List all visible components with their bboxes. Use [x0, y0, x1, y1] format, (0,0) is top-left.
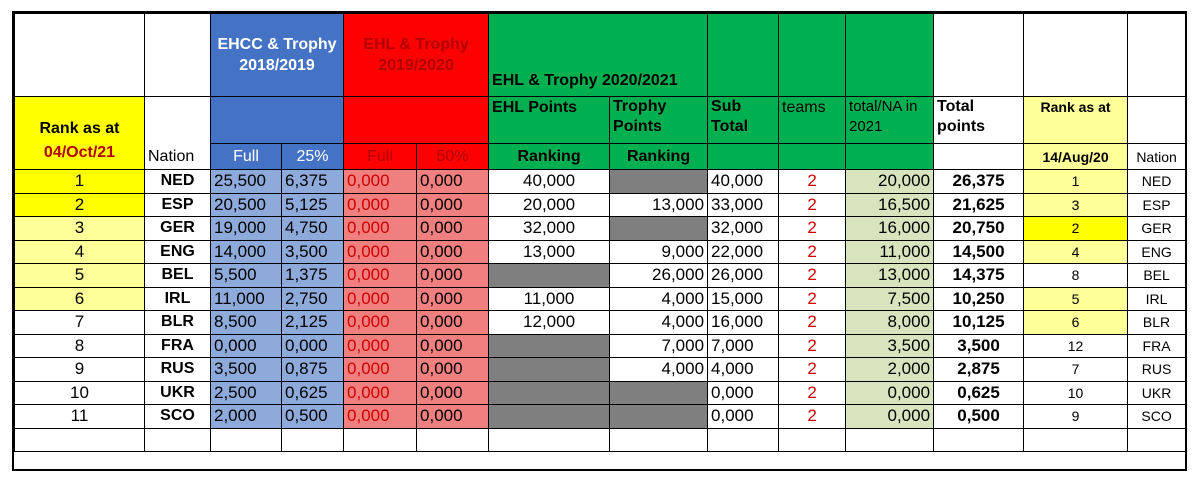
blank-header-cell [1128, 14, 1186, 97]
nation-cell: IRL [145, 287, 211, 311]
total-points-header: Total points [934, 97, 1024, 144]
trophy-points-cell: 4,000 [610, 358, 708, 382]
rank-cell: 1 [15, 170, 145, 194]
sub-total-header: Sub Total [708, 97, 779, 144]
sub-total-cell: 26,000 [708, 264, 779, 288]
trophy-points-cell: 4,000 [610, 311, 708, 335]
ehcc-25pct-cell: 0,500 [282, 405, 344, 429]
green-header-cell [779, 14, 846, 97]
empty-cell [417, 428, 489, 451]
table-row [15, 217, 1186, 241]
total-na-header: total/NA in 2021 [846, 97, 934, 144]
blank-header-cell [1128, 97, 1186, 144]
table-row [15, 311, 1186, 335]
rank-cell: 2 [15, 193, 145, 217]
total-na-cell: 13,000 [846, 264, 934, 288]
trophy-points-cell: 9,000 [610, 240, 708, 264]
trophy-points-cell: 13,000 [610, 193, 708, 217]
ehcc-full-cell: 19,000 [211, 217, 282, 241]
prev-rank-cell: 12 [1024, 334, 1128, 358]
teams-header: teams [779, 97, 846, 144]
ehl-50pct-cell: 0,000 [417, 311, 489, 335]
blank-header-cell [15, 14, 145, 97]
nation-cell: ENG [145, 240, 211, 264]
nation-cell: BLR [145, 311, 211, 335]
ehcc-25pct-cell: 0,625 [282, 381, 344, 405]
total-na-cell: 11,000 [846, 240, 934, 264]
empty-cell [708, 428, 779, 451]
sub-total-cell: 7,000 [708, 334, 779, 358]
ehcc-full-cell: 11,000 [211, 287, 282, 311]
ehcc-full-cell: 5,500 [211, 264, 282, 288]
nation2-cell: IRL [1128, 287, 1186, 311]
green-header-cell [846, 14, 934, 97]
ehcc-full-cell: 25,500 [211, 170, 282, 194]
table-row [15, 240, 1186, 264]
empty-cell [1024, 428, 1128, 451]
teams-cell: 2 [779, 358, 846, 382]
green-header-cell [846, 144, 934, 170]
prev-rank-cell: 6 [1024, 311, 1128, 335]
rank-cell: 7 [15, 311, 145, 335]
empty-cell [15, 428, 145, 451]
ehl-full-cell: 0,000 [344, 264, 417, 288]
ehl-points-cell: 12,000 [489, 311, 610, 335]
header-row-1 [15, 14, 1186, 97]
ehl-points-cell [489, 334, 610, 358]
prev-rank-cell: 4 [1024, 240, 1128, 264]
rank-cell: 4 [15, 240, 145, 264]
ehcc-full-cell: 3,500 [211, 358, 282, 382]
empty-cell [846, 428, 934, 451]
ehcc-2018-2019-header: EHCC & Trophy 2018/2019 [211, 14, 344, 97]
total-points-cell: 14,375 [934, 264, 1024, 288]
rank-as-at-header [15, 97, 145, 170]
total-points-cell: 0,500 [934, 405, 1024, 429]
ehl-points-cell [489, 358, 610, 382]
ehcc-full-cell: 8,500 [211, 311, 282, 335]
ehcc-full-cell: 0,000 [211, 334, 282, 358]
total-na-cell: 2,000 [846, 358, 934, 382]
ehl-points-cell: 11,000 [489, 287, 610, 311]
table-row [15, 193, 1186, 217]
ehcc-full-cell: 20,500 [211, 193, 282, 217]
rank-cell: 5 [15, 264, 145, 288]
ehl-full-cell: 0,000 [344, 193, 417, 217]
prev-rank-cell: 2 [1024, 217, 1128, 241]
teams-cell: 2 [779, 405, 846, 429]
trophy-points-cell [610, 381, 708, 405]
ehl-50pct-cell: 0,000 [417, 287, 489, 311]
sub-total-cell: 32,000 [708, 217, 779, 241]
nation-cell: BEL [145, 264, 211, 288]
empty-cell [282, 428, 344, 451]
prev-rank-cell: 8 [1024, 264, 1128, 288]
prev-rank-cell: 1 [1024, 170, 1128, 194]
rank-cell: 10 [15, 381, 145, 405]
total-points-cell: 14,500 [934, 240, 1024, 264]
table-row [15, 405, 1186, 429]
nation2-header: Nation [1128, 144, 1186, 170]
total-points-cell: 21,625 [934, 193, 1024, 217]
rank-cell: 6 [15, 287, 145, 311]
rank-cell: 9 [15, 358, 145, 382]
nation-cell: GER [145, 217, 211, 241]
total-points-cell: 0,625 [934, 381, 1024, 405]
ehl-full-cell: 0,000 [344, 358, 417, 382]
teams-cell: 2 [779, 264, 846, 288]
table-row [15, 170, 1186, 194]
trophy-points-header: Trophy Points [610, 97, 708, 144]
ranking-table-frame [12, 11, 1187, 471]
teams-cell: 2 [779, 217, 846, 241]
teams-cell: 2 [779, 193, 846, 217]
sub-total-cell: 16,000 [708, 311, 779, 335]
trophy-points-cell [610, 405, 708, 429]
total-points-cell: 26,375 [934, 170, 1024, 194]
ehl-full-header: Full [344, 144, 417, 170]
teams-cell: 2 [779, 381, 846, 405]
ehl-points-cell [489, 264, 610, 288]
sub-total-cell: 40,000 [708, 170, 779, 194]
nation2-cell: SCO [1128, 405, 1186, 429]
ehl-points-ranking-header: Ranking [489, 144, 610, 170]
table-row [15, 381, 1186, 405]
trophy-points-cell: 7,000 [610, 334, 708, 358]
blank-header-cell [145, 14, 211, 97]
total-points-cell: 10,125 [934, 311, 1024, 335]
ehl-full-cell: 0,000 [344, 287, 417, 311]
ehl-50pct-cell: 0,000 [417, 240, 489, 264]
green-header-cell [708, 144, 779, 170]
sub-total-cell: 33,000 [708, 193, 779, 217]
sub-total-cell: 15,000 [708, 287, 779, 311]
total-na-cell: 16,500 [846, 193, 934, 217]
nation2-cell: ESP [1128, 193, 1186, 217]
empty-cell [489, 428, 610, 451]
ehcc-25pct-cell: 2,750 [282, 287, 344, 311]
table-row [15, 264, 1186, 288]
teams-cell: 2 [779, 311, 846, 335]
nation2-cell: ENG [1128, 240, 1186, 264]
ehl-50pct-cell: 0,000 [417, 334, 489, 358]
ehcc-full-cell: 2,500 [211, 381, 282, 405]
red-header-cell [344, 97, 489, 144]
rank-as-at-label: Rank as at [39, 120, 120, 137]
prev-rank-cell: 9 [1024, 405, 1128, 429]
prev-rank-date: 14/Aug/20 [1024, 144, 1128, 170]
empty-cell [610, 428, 708, 451]
empty-cell [344, 428, 417, 451]
blank-header-cell [934, 14, 1024, 97]
ehl-points-cell [489, 405, 610, 429]
table-row [15, 287, 1186, 311]
ranking-table [14, 13, 1186, 452]
ehcc-25pct-cell: 5,125 [282, 193, 344, 217]
trophy-points-cell [610, 217, 708, 241]
nation-cell: UKR [145, 381, 211, 405]
nation-cell: NED [145, 170, 211, 194]
total-points-cell: 20,750 [934, 217, 1024, 241]
sub-total-cell: 0,000 [708, 381, 779, 405]
ehcc-25pct-cell: 1,375 [282, 264, 344, 288]
ehcc-full-cell: 14,000 [211, 240, 282, 264]
ehl-full-cell: 0,000 [344, 217, 417, 241]
empty-row [15, 428, 1186, 451]
ehl-full-cell: 0,000 [344, 381, 417, 405]
nation2-cell: GER [1128, 217, 1186, 241]
green-header-cell [779, 144, 846, 170]
rank-as-at-date: 04/Oct/21 [43, 144, 116, 161]
ehl-full-cell: 0,000 [344, 240, 417, 264]
trophy-points-cell [610, 170, 708, 194]
ehl-50pct-cell: 0,000 [417, 217, 489, 241]
rank-cell: 8 [15, 334, 145, 358]
ehl-50pct-cell: 0,000 [417, 264, 489, 288]
ehl-50pct-cell: 0,000 [417, 405, 489, 429]
trophy-points-cell: 4,000 [610, 287, 708, 311]
blank-header-cell [934, 144, 1024, 170]
total-na-cell: 20,000 [846, 170, 934, 194]
empty-cell [211, 428, 282, 451]
ehl-points-cell: 20,000 [489, 193, 610, 217]
blue-header-cell [211, 97, 344, 144]
teams-cell: 2 [779, 287, 846, 311]
header-row-2 [15, 97, 1186, 144]
teams-cell: 2 [779, 170, 846, 194]
ehl-full-cell: 0,000 [344, 311, 417, 335]
total-na-cell: 3,500 [846, 334, 934, 358]
total-points-cell: 10,250 [934, 287, 1024, 311]
ehcc-25pct-cell: 6,375 [282, 170, 344, 194]
ehcc-25pct-cell: 4,750 [282, 217, 344, 241]
teams-cell: 2 [779, 334, 846, 358]
total-na-cell: 7,500 [846, 287, 934, 311]
nation2-cell: NED [1128, 170, 1186, 194]
green-header-cell [708, 14, 779, 97]
ehcc-25pct-cell: 0,875 [282, 358, 344, 382]
sub-total-cell: 22,000 [708, 240, 779, 264]
trophy-points-cell: 26,000 [610, 264, 708, 288]
nation-cell: ESP [145, 193, 211, 217]
sub-total-cell: 0,000 [708, 405, 779, 429]
ehcc-25pct-header: 25% [282, 144, 344, 170]
ehcc-full-header: Full [211, 144, 282, 170]
ehcc-25pct-cell: 3,500 [282, 240, 344, 264]
total-na-cell: 0,000 [846, 381, 934, 405]
ehl-points-cell: 32,000 [489, 217, 610, 241]
ehcc-full-cell: 2,000 [211, 405, 282, 429]
ehl-2019-2020-header: EHL & Trophy 2019/2020 [344, 14, 489, 97]
prev-rank-cell: 10 [1024, 381, 1128, 405]
ehl-50pct-cell: 0,000 [417, 358, 489, 382]
prev-rank-cell: 7 [1024, 358, 1128, 382]
ehl-points-header: EHL Points [489, 97, 610, 144]
trophy-points-ranking-header: Ranking [610, 144, 708, 170]
sub-total-cell: 4,000 [708, 358, 779, 382]
ehl-points-cell: 40,000 [489, 170, 610, 194]
teams-cell: 2 [779, 240, 846, 264]
nation-cell: RUS [145, 358, 211, 382]
ehl-50pct-cell: 0,000 [417, 381, 489, 405]
empty-cell [934, 428, 1024, 451]
total-points-cell: 2,875 [934, 358, 1024, 382]
total-na-cell: 0,000 [846, 405, 934, 429]
ehl-full-cell: 0,000 [344, 334, 417, 358]
prev-rank-cell: 3 [1024, 193, 1128, 217]
rank-cell: 3 [15, 217, 145, 241]
ehl-50pct-header: 50% [417, 144, 489, 170]
prev-rank-cell: 5 [1024, 287, 1128, 311]
ehcc-25pct-cell: 0,000 [282, 334, 344, 358]
empty-cell [1128, 428, 1186, 451]
ehl-points-cell [489, 381, 610, 405]
ehl-50pct-cell: 0,000 [417, 193, 489, 217]
nation2-cell: RUS [1128, 358, 1186, 382]
table-row [15, 358, 1186, 382]
prev-rank-label: Rank as at [1024, 97, 1128, 144]
empty-cell [779, 428, 846, 451]
nation-cell: FRA [145, 334, 211, 358]
nation2-cell: BLR [1128, 311, 1186, 335]
ehl-50pct-cell: 0,000 [417, 170, 489, 194]
nation2-cell: BEL [1128, 264, 1186, 288]
total-points-cell: 3,500 [934, 334, 1024, 358]
total-na-cell: 8,000 [846, 311, 934, 335]
ehl-points-cell: 13,000 [489, 240, 610, 264]
ehl-full-cell: 0,000 [344, 405, 417, 429]
ehl-2020-2021-header: EHL & Trophy 2020/2021 [489, 14, 708, 97]
ehcc-25pct-cell: 2,125 [282, 311, 344, 335]
ehl-full-cell: 0,000 [344, 170, 417, 194]
nation-cell: SCO [145, 405, 211, 429]
nation2-cell: UKR [1128, 381, 1186, 405]
empty-cell [145, 428, 211, 451]
table-row [15, 334, 1186, 358]
total-na-cell: 16,000 [846, 217, 934, 241]
rank-cell: 11 [15, 405, 145, 429]
nation-header: Nation [145, 97, 211, 170]
nation2-cell: FRA [1128, 334, 1186, 358]
blank-header-cell [1024, 14, 1128, 97]
